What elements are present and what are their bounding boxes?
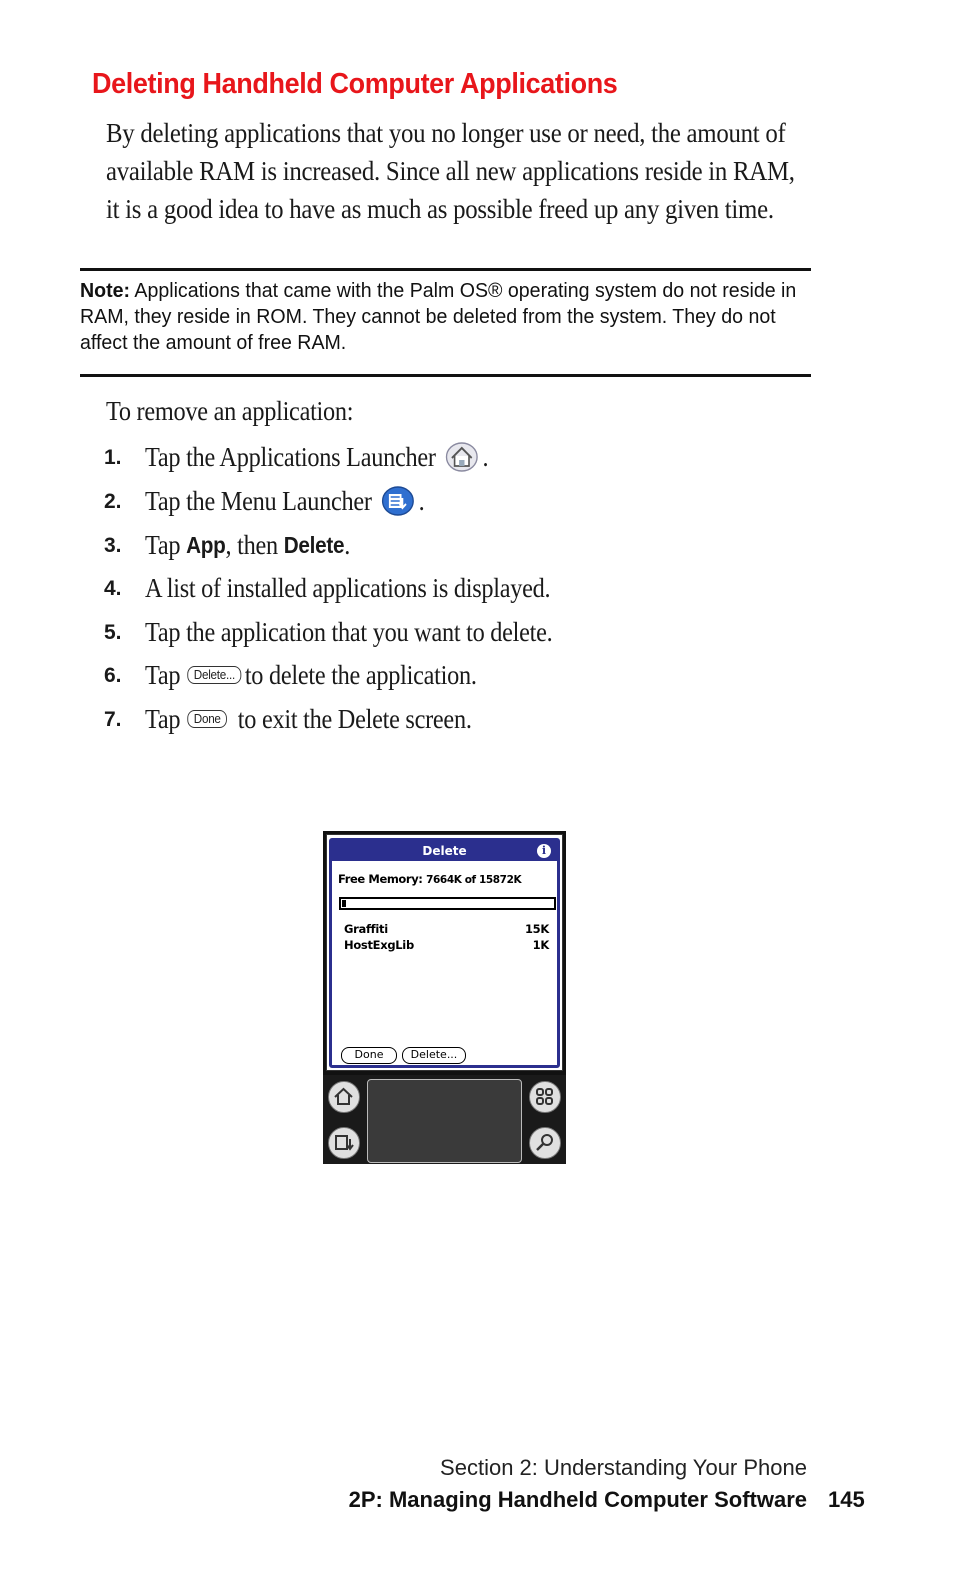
free-memory-readout <box>338 872 521 886</box>
footer-chapter: 2P: Managing Handheld Computer Software <box>348 1487 807 1512</box>
step-text-end: . <box>482 442 489 472</box>
delete-title-bar <box>332 841 557 861</box>
steps-lead: To remove an application: <box>106 396 354 426</box>
note-block <box>80 278 806 356</box>
page-number: 145 <box>828 1487 865 1512</box>
app-name: Graffiti <box>344 922 388 936</box>
palm-screen <box>326 834 563 1071</box>
section-heading: Deleting Handheld Computer Applications <box>92 68 618 100</box>
step-text: Tap <box>145 660 181 690</box>
footer-section: Section 2: Understanding Your Phone <box>440 1455 807 1480</box>
intro-paragraph: By deleting applications that you no longer use or need, the amount of available RAM is increased. Since all new applications reside in RAM, it is a good idea to have as much as possible freed up any given time. <box>106 118 795 224</box>
delete-title: Delete <box>422 844 467 858</box>
step-text-end: . <box>344 530 351 560</box>
installed-app-list <box>344 921 549 953</box>
app-list-item[interactable] <box>344 921 549 937</box>
step-number: 1. <box>104 446 122 469</box>
note-label: Note: <box>80 279 131 302</box>
note-top-rule <box>80 268 811 271</box>
free-memory-label: Free Memory: <box>338 872 423 886</box>
step-text: Tap the Menu Launcher <box>145 486 372 516</box>
memory-bar <box>339 897 556 910</box>
step-text-end: . <box>418 486 425 516</box>
step-text: Tap <box>145 530 181 560</box>
step-number: 4. <box>104 577 122 600</box>
silkscreen-area <box>323 1075 566 1164</box>
step-number: 5. <box>104 621 122 644</box>
step-text: Tap the Applications Launcher <box>145 442 436 472</box>
note-bottom-rule <box>80 374 811 377</box>
step-number: 7. <box>104 708 122 731</box>
memory-bar-fill <box>342 900 346 907</box>
step-text-mid: , then <box>225 530 278 560</box>
done-button[interactable]: Done <box>341 1047 397 1064</box>
step-text: Tap <box>145 704 181 734</box>
app-name: HostExgLib <box>344 938 414 952</box>
info-icon[interactable]: i <box>537 844 551 858</box>
menu-launcher-icon <box>381 485 415 517</box>
graffiti-area[interactable] <box>367 1079 522 1163</box>
inline-done-button-image: Done <box>187 710 227 728</box>
find-icon[interactable] <box>529 1127 561 1159</box>
free-memory-value: 7664K of 15872K <box>426 874 522 886</box>
step-number: 6. <box>104 664 122 687</box>
step-text-end: to exit the Delete screen. <box>237 704 472 734</box>
note-text: Applications that came with the Palm OS® operating system do not reside in RAM, they reside in ROM. They cannot be deleted from the system. They do not affect the amount of free RAM. <box>80 279 797 354</box>
app-size: 1K <box>532 938 549 952</box>
delete-button[interactable]: Delete... <box>402 1047 466 1064</box>
home-icon[interactable] <box>328 1081 360 1113</box>
step-number: 3. <box>104 534 122 557</box>
delete-menu-name: Delete <box>283 532 345 558</box>
favorites-icon[interactable] <box>529 1081 561 1113</box>
menu-icon[interactable] <box>328 1127 360 1159</box>
screen-frame <box>329 838 560 1068</box>
app-size: 15K <box>524 922 549 936</box>
app-menu-name: App <box>186 532 226 558</box>
palm-delete-screenshot <box>323 831 566 1164</box>
step-number: 2. <box>104 490 122 513</box>
home-icon <box>445 441 479 473</box>
step-text: Tap the application that you want to delete. <box>145 617 553 647</box>
step-text: A list of installed applications is displayed. <box>145 573 551 603</box>
app-list-item[interactable] <box>344 937 549 953</box>
step-text-end: to delete the application. <box>244 660 477 690</box>
inline-delete-button-image: Delete... <box>187 666 241 684</box>
